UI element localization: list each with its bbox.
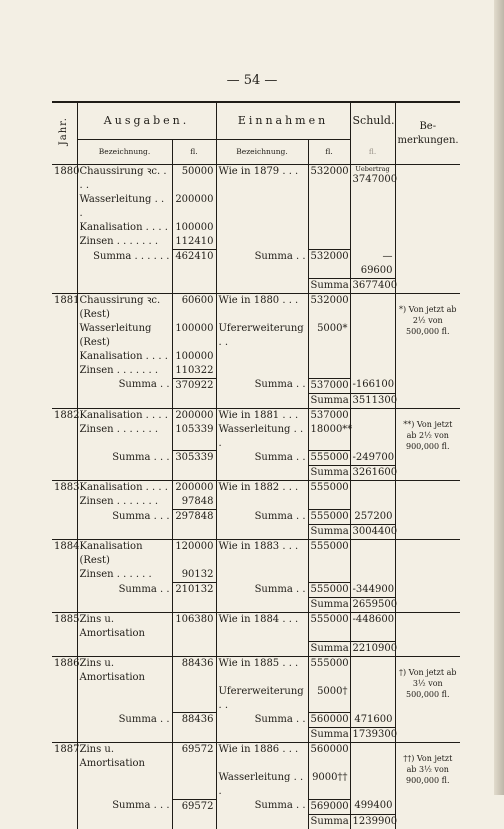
einnahme-label: Wie in 1886 . . . [216, 743, 308, 772]
ausgabe-label: Chaussirung ꝛc.(Rest) [77, 293, 172, 322]
einnahme-summa-label: Summa . . [216, 799, 308, 814]
table-row [52, 165, 460, 194]
schuld-difference: -166100 [350, 378, 395, 393]
empty-cell [77, 278, 172, 293]
ausgabe-label: Zins u. Amortisation [77, 613, 172, 642]
schuld-cell [350, 481, 395, 496]
einnahme-value [308, 193, 350, 221]
empty-cell [216, 598, 308, 613]
ausgabe-value: 200000 [172, 481, 216, 496]
schuld-summa-label: Summa [308, 393, 350, 408]
subheader-bezeichnung-einnahmen: Bezeichnung. [216, 140, 308, 165]
ausgabe-value: 112410 [172, 235, 216, 250]
schuld-cell [350, 364, 395, 379]
ausgabe-value: 69572 [172, 743, 216, 772]
schuld-total: 3677400 [350, 278, 395, 293]
ausgabe-value [172, 685, 216, 713]
schuld-cell [350, 656, 395, 685]
schuld-difference: -249700 [350, 451, 395, 466]
empty-cell [77, 728, 172, 743]
ausgabe-value: 120000 [172, 540, 216, 569]
schuld-summa-label: Summa [308, 814, 350, 829]
einnahme-value: 555000 [308, 540, 350, 569]
ausgabe-label: Kanalisation . . . . [77, 350, 172, 364]
bemerkung-note: **) Von jetzt ab 2½ von 900,000 fl. [395, 408, 460, 481]
empty-cell [172, 393, 216, 408]
empty-cell [216, 466, 308, 481]
empty-cell [172, 598, 216, 613]
schuld-cell [350, 235, 395, 250]
ausgabe-label [77, 685, 172, 713]
ausgabe-summa-value: 462410 [172, 250, 216, 279]
table-row [52, 293, 460, 322]
einnahme-value: 532000 [308, 293, 350, 322]
einnahme-value: 560000 [308, 743, 350, 772]
ausgabe-label: Zinsen . . . . . . . [77, 364, 172, 379]
empty-cell [216, 278, 308, 293]
einnahme-label: Wie in 1884 . . . [216, 613, 308, 642]
bemerkung-note [395, 481, 460, 540]
bemerkung-note: †) Von jetzt ab 3½ von 500,000 fl. [395, 656, 460, 743]
einnahme-summa-label: Summa . . [216, 451, 308, 466]
empty-cell [172, 814, 216, 829]
bemerkung-note: *) Von jetzt ab 2½ von 500,000 fl. [395, 293, 460, 408]
subheader-fl-ausgaben: fl. [172, 140, 216, 165]
empty-cell [77, 393, 172, 408]
ausgabe-summa-value: 210132 [172, 583, 216, 598]
ausgabe-value: 200000 [172, 408, 216, 423]
einnahme-label: Wie in 1882 . . . [216, 481, 308, 496]
empty-cell [77, 466, 172, 481]
einnahme-value: 18000** [308, 423, 350, 451]
header-jahr: Jahr. [58, 116, 70, 146]
year-cell: 1884 [52, 540, 77, 613]
finance-table [52, 101, 460, 829]
schuld-cell [350, 613, 395, 642]
schuld-summa-label: Summa [308, 728, 350, 743]
einnahme-label: Wie in 1883 . . . [216, 540, 308, 569]
schuld-cell [350, 350, 395, 364]
ausgabe-summa-label: Summa . . [77, 713, 172, 728]
einnahme-label [216, 193, 308, 221]
schuld-difference: 471600 [350, 713, 395, 728]
ausgabe-value: 200000 [172, 193, 216, 221]
header-ausgaben: Ausgaben. [77, 102, 216, 140]
ausgabe-summa-value: 88436 [172, 713, 216, 728]
ausgabe-summa-label: Summa . . . [77, 451, 172, 466]
header-einnahmen: Einnahmen [216, 102, 350, 140]
einnahme-summa-value: 569000 [308, 799, 350, 814]
bemerkung-note [395, 613, 460, 657]
ausgabe-label: Wasserleitung . . . [77, 193, 172, 221]
einnahme-label [216, 364, 308, 379]
einnahme-summa-value: 532000 [308, 250, 350, 279]
einnahme-summa-value: 555000 [308, 510, 350, 525]
einnahme-summa-label: Summa . . [216, 378, 308, 393]
empty-cell [172, 278, 216, 293]
schuld-total: 1239900 [350, 814, 395, 829]
page-edge [494, 0, 504, 795]
ausgabe-summa-label: Summa . . . [77, 799, 172, 814]
empty-cell [172, 466, 216, 481]
einnahme-value [308, 235, 350, 250]
schuld-cell [350, 322, 395, 350]
schuld-difference: —69600 [350, 250, 395, 279]
einnahme-value: 555000 [308, 481, 350, 496]
schuld-cell [350, 423, 395, 451]
einnahme-label [216, 495, 308, 510]
einnahme-value: 532000 [308, 165, 350, 194]
schuld-summa-label: Summa [308, 466, 350, 481]
schuld-summa-label: Summa [308, 525, 350, 540]
einnahme-summa-label: Summa . . [216, 583, 308, 598]
einnahme-label [216, 221, 308, 235]
ausgabe-summa-value: 297848 [172, 510, 216, 525]
empty-cell [77, 598, 172, 613]
schuld-carryover: 3747000 [352, 174, 398, 185]
schuld-total: 2210900 [350, 641, 395, 656]
schuld-total: 3261600 [350, 466, 395, 481]
empty-cell [216, 728, 308, 743]
ausgabe-value: 106380 [172, 613, 216, 642]
empty-cell [216, 393, 308, 408]
einnahme-label: Wasserleitung . . . [216, 771, 308, 799]
einnahme-value [308, 364, 350, 379]
ausgabe-value: 97848 [172, 495, 216, 510]
year-cell: 1881 [52, 293, 77, 408]
year-cell: 1886 [52, 656, 77, 743]
einnahme-value [308, 568, 350, 583]
einnahme-summa-label: Summa . . [216, 713, 308, 728]
schuld-summa-label: Summa [308, 598, 350, 613]
einnahme-value: 9000†† [308, 771, 350, 799]
ausgabe-summa-label: Summa . . . [77, 510, 172, 525]
empty-cell [77, 641, 172, 656]
bemerkung-note [395, 165, 460, 294]
uebertrag-note: Uebertrag [355, 165, 390, 173]
table-row [52, 656, 460, 685]
einnahme-value [308, 221, 350, 235]
schuld-summa-label: Summa [308, 641, 350, 656]
einnahme-label: Ufererweiterung . . [216, 322, 308, 350]
ausgabe-value: 60600 [172, 293, 216, 322]
ausgabe-value: 110322 [172, 364, 216, 379]
schuld-cell [350, 495, 395, 510]
einnahme-summa-label: Summa . . [216, 510, 308, 525]
schuld-total: 1739300 [350, 728, 395, 743]
subheader-fl-einnahmen: fl. [308, 140, 350, 165]
ausgabe-value: 100000 [172, 221, 216, 235]
table-row [52, 408, 460, 423]
schuld-difference: 499400 [350, 799, 395, 814]
ausgabe-summa-value: 69572 [172, 799, 216, 814]
schuld-cell [350, 540, 395, 569]
einnahme-label: Wie in 1885 . . . [216, 656, 308, 685]
ausgabe-label: Zinsen . . . . . . . [77, 235, 172, 250]
schuld-difference: -344900 [350, 583, 395, 598]
ausgabe-value: 100000 [172, 322, 216, 350]
ausgabe-label: Zinsen . . . . . . . [77, 495, 172, 510]
einnahme-label [216, 235, 308, 250]
schuld-cell [350, 685, 395, 713]
schuld-total: 3511300 [350, 393, 395, 408]
ausgabe-label: Zinsen . . . . . . . [77, 423, 172, 451]
schuld-difference: 257200 [350, 510, 395, 525]
schuld-total: 3004400 [350, 525, 395, 540]
table-body [52, 165, 460, 829]
schuld-cell [350, 408, 395, 423]
einnahme-label [216, 350, 308, 364]
schuld-cell [350, 293, 395, 322]
einnahme-value: 537000 [308, 408, 350, 423]
ausgabe-label: Zins u. Amortisation [77, 656, 172, 685]
ausgabe-value: 90132 [172, 568, 216, 583]
empty-cell [216, 814, 308, 829]
empty-cell [77, 525, 172, 540]
ausgabe-summa-label: Summa . . [77, 378, 172, 393]
schuld-cell [350, 193, 395, 221]
einnahme-label [216, 568, 308, 583]
empty-cell [172, 728, 216, 743]
einnahme-value: 555000 [308, 613, 350, 642]
ausgabe-value: 50000 [172, 165, 216, 194]
bemerkung-note: ††) Von jetzt ab 3½ von 900,000 fl. [395, 743, 460, 829]
einnahme-label: Wie in 1879 . . . [216, 165, 308, 194]
einnahme-label: Wie in 1880 . . . [216, 293, 308, 322]
einnahme-summa-value: 555000 [308, 583, 350, 598]
ausgabe-value: 88436 [172, 656, 216, 685]
year-cell: 1883 [52, 481, 77, 540]
einnahme-value [308, 495, 350, 510]
schuld-cell [350, 743, 395, 772]
empty-cell [77, 814, 172, 829]
ausgabe-label: Zins u. Amortisation [77, 743, 172, 772]
einnahme-value: 5000† [308, 685, 350, 713]
einnahme-label: Wasserleitung . . . [216, 423, 308, 451]
ausgabe-label: Wasserleitung (Rest) [77, 322, 172, 350]
table-row [52, 481, 460, 496]
ausgabe-label: Kanalisation (Rest) [77, 540, 172, 569]
bemerkung-note [395, 540, 460, 613]
empty-cell [172, 525, 216, 540]
ausgabe-summa-value: 370922 [172, 378, 216, 393]
empty-cell [216, 641, 308, 656]
einnahme-summa-label: Summa . . [216, 250, 308, 279]
einnahme-value: 5000* [308, 322, 350, 350]
ausgabe-label: Kanalisation . . . . [77, 481, 172, 496]
year-cell: 1880 [52, 165, 77, 294]
ausgabe-summa-label: Summa . . . . . . [77, 250, 172, 279]
schuld-cell [350, 165, 398, 194]
schuld-cell [350, 568, 395, 583]
einnahme-label: Ufererweiterung . . [216, 685, 308, 713]
subheader-bezeichnung-ausgaben: Bezeichnung. [77, 140, 172, 165]
empty-cell [216, 525, 308, 540]
schuld-summa-label: Summa [308, 278, 350, 293]
year-cell: 1887 [52, 743, 77, 829]
table-row [52, 743, 460, 772]
einnahme-summa-value: 555000 [308, 451, 350, 466]
einnahme-label: Wie in 1881 . . . [216, 408, 308, 423]
ausgabe-summa-label: Summa . . [77, 583, 172, 598]
year-cell: 1885 [52, 613, 77, 657]
header-schuld: Schuld. [350, 102, 395, 140]
page-number: — 54 — [226, 73, 278, 88]
table-row [52, 540, 460, 569]
schuld-total: 2659500 [350, 598, 395, 613]
ausgabe-value: 100000 [172, 350, 216, 364]
einnahme-value: 555000 [308, 656, 350, 685]
schuld-carryover: -448600 [352, 614, 395, 625]
einnahme-summa-value: 537000 [308, 378, 350, 393]
einnahme-value [308, 350, 350, 364]
ausgabe-value: 105339 [172, 423, 216, 451]
header-bemerkungen: Be- merkungen. [395, 102, 460, 165]
einnahme-summa-value: 560000 [308, 713, 350, 728]
ausgabe-summa-value: 305339 [172, 451, 216, 466]
ausgabe-label: Kanalisation . . . . [77, 408, 172, 423]
ausgabe-label: Zinsen . . . . . . [77, 568, 172, 583]
subheader-fl-schuld: fl. [350, 140, 395, 165]
table-row [52, 613, 460, 642]
empty-cell [172, 641, 216, 656]
ausgabe-label: Chaussirung ꝛc. . . . [77, 165, 172, 194]
year-cell: 1882 [52, 408, 77, 481]
ausgabe-label: Kanalisation . . . . [77, 221, 172, 235]
schuld-cell [350, 221, 395, 235]
